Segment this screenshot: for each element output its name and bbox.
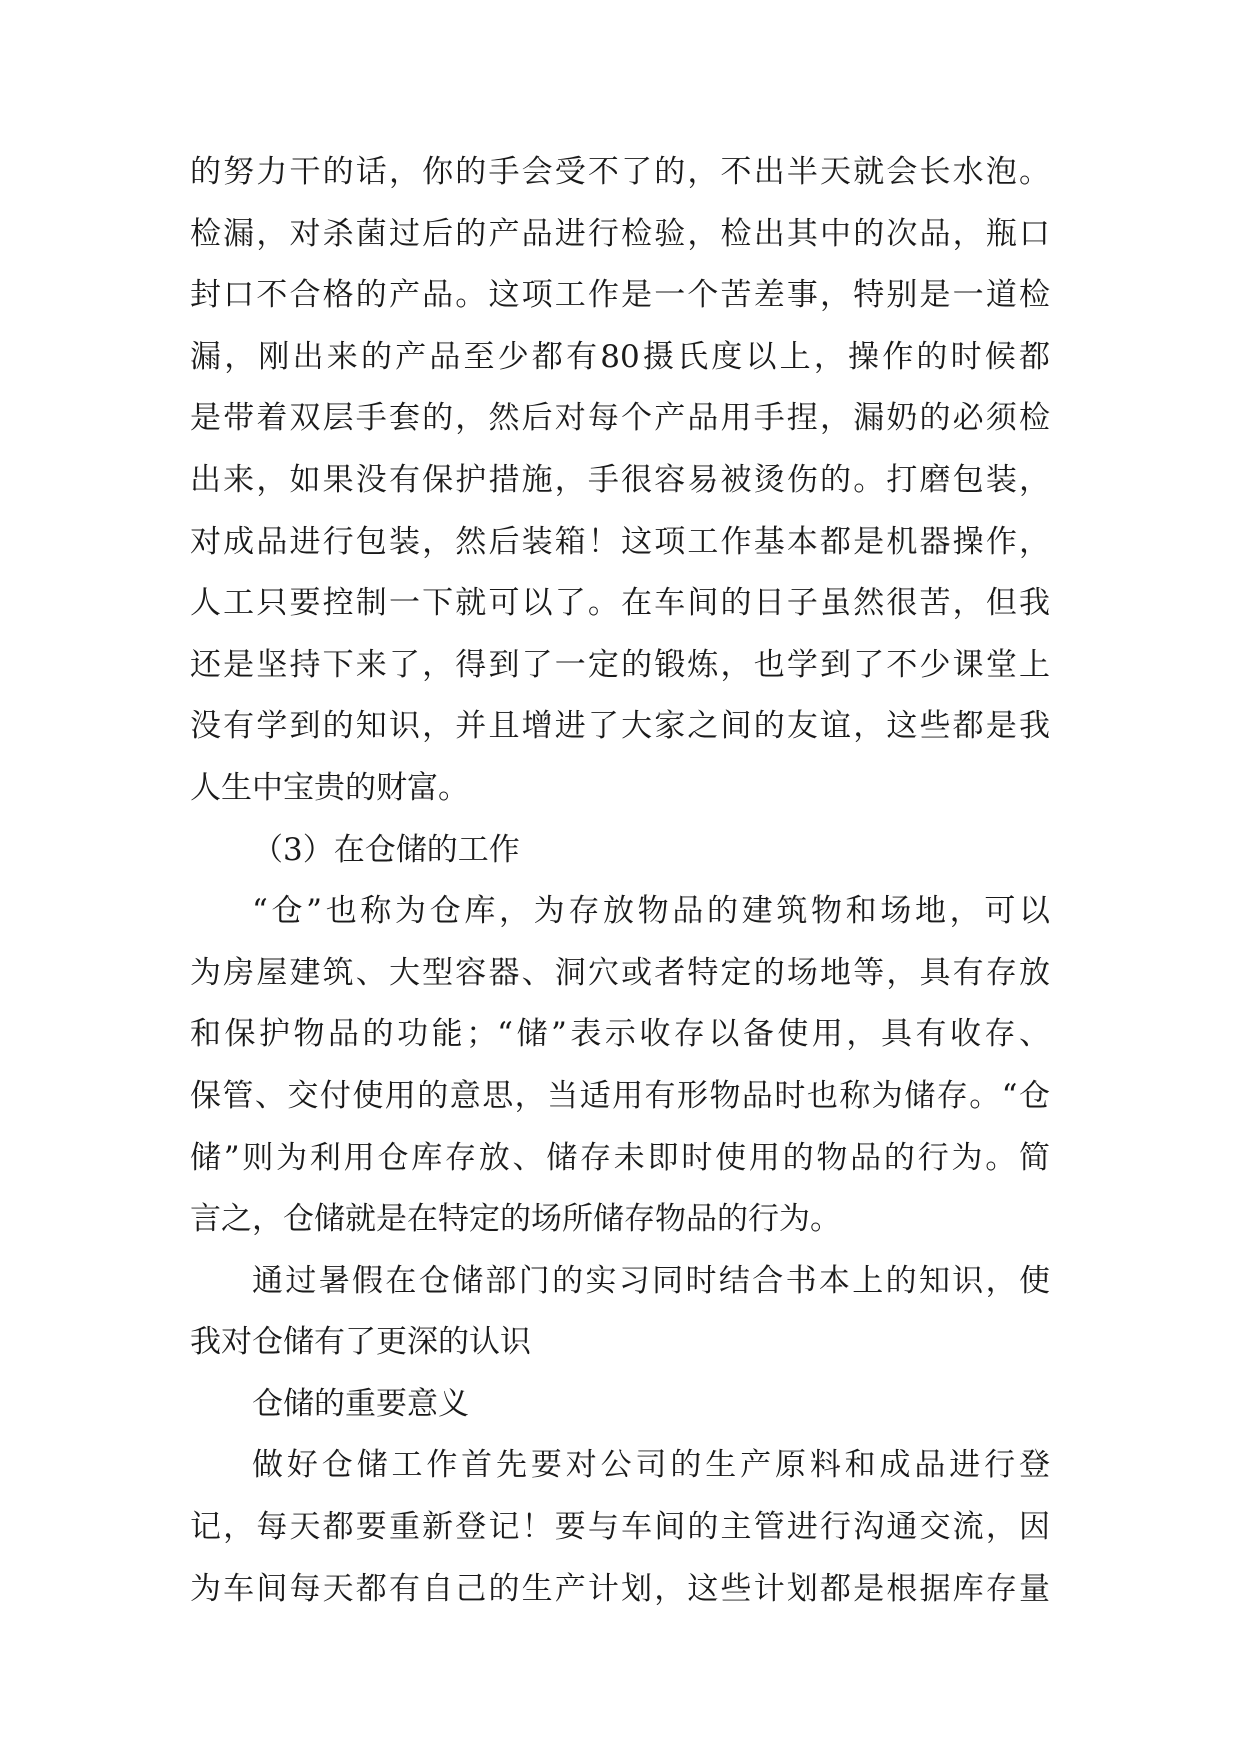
text-line: 为车间每天都有自己的生产计划，这些计划都是根据库存量 bbox=[190, 1570, 1050, 1607]
text-line: 和保护物品的功能；“储”表示收存以备使用，具有收存、 bbox=[190, 1016, 1050, 1053]
text-line: 封口不合格的产品。这项工作是一个苦差事，特别是一道检 bbox=[190, 277, 1050, 314]
text-line: 为房屋建筑、大型容器、洞穴或者特定的场地等，具有存放 bbox=[190, 954, 1050, 991]
text-line: 储”则为利用仓库存放、储存未即时使用的物品的行为。简 bbox=[190, 1139, 1050, 1176]
text-line: 是带着双层手套的，然后对每个产品用手捏，漏奶的必须检 bbox=[190, 400, 1050, 437]
text-line: 人工只要控制一下就可以了。在车间的日子虽然很苦，但我 bbox=[190, 585, 1050, 622]
text-line: 言之，仓储就是在特定的场所储存物品的行为。 bbox=[190, 1201, 841, 1238]
text-line: 保管、交付使用的意思，当适用有形物品时也称为储存。“仓 bbox=[190, 1077, 1050, 1114]
section-heading: （3）在仓储的工作 bbox=[252, 831, 520, 868]
text-line: 出来，如果没有保护措施，手很容易被烫伤的。打磨包装， bbox=[190, 461, 1050, 498]
text-line: 记，每天都要重新登记！要与车间的主管进行沟通交流，因 bbox=[190, 1509, 1050, 1546]
text-line: 做好仓储工作首先要对公司的生产原料和成品进行登 bbox=[252, 1447, 1050, 1484]
text-line: 我对仓储有了更深的认识 bbox=[190, 1324, 531, 1361]
text-line: 漏，刚出来的产品至少都有80摄氏度以上，操作的时候都 bbox=[190, 338, 1050, 375]
text-line: 人生中宝贵的财富。 bbox=[190, 769, 469, 806]
text-line: 对成品进行包装，然后装箱！这项工作基本都是机器操作， bbox=[190, 523, 1050, 560]
document-body bbox=[190, 142, 1050, 1620]
section-heading: 仓储的重要意义 bbox=[252, 1385, 469, 1422]
text-line: 检漏，对杀菌过后的产品进行检验，检出其中的次品，瓶口 bbox=[190, 215, 1050, 252]
text-line: “仓”也称为仓库，为存放物品的建筑物和场地，可以 bbox=[252, 893, 1050, 930]
text-line: 的努力干的话，你的手会受不了的，不出半天就会长水泡。 bbox=[190, 154, 1050, 190]
text-line: 还是坚持下来了，得到了一定的锻炼，也学到了不少课堂上 bbox=[190, 646, 1050, 683]
text-line: 没有学到的知识，并且增进了大家之间的友谊，这些都是我 bbox=[190, 708, 1050, 745]
text-line: 通过暑假在仓储部门的实习同时结合书本上的知识，使 bbox=[252, 1262, 1050, 1299]
